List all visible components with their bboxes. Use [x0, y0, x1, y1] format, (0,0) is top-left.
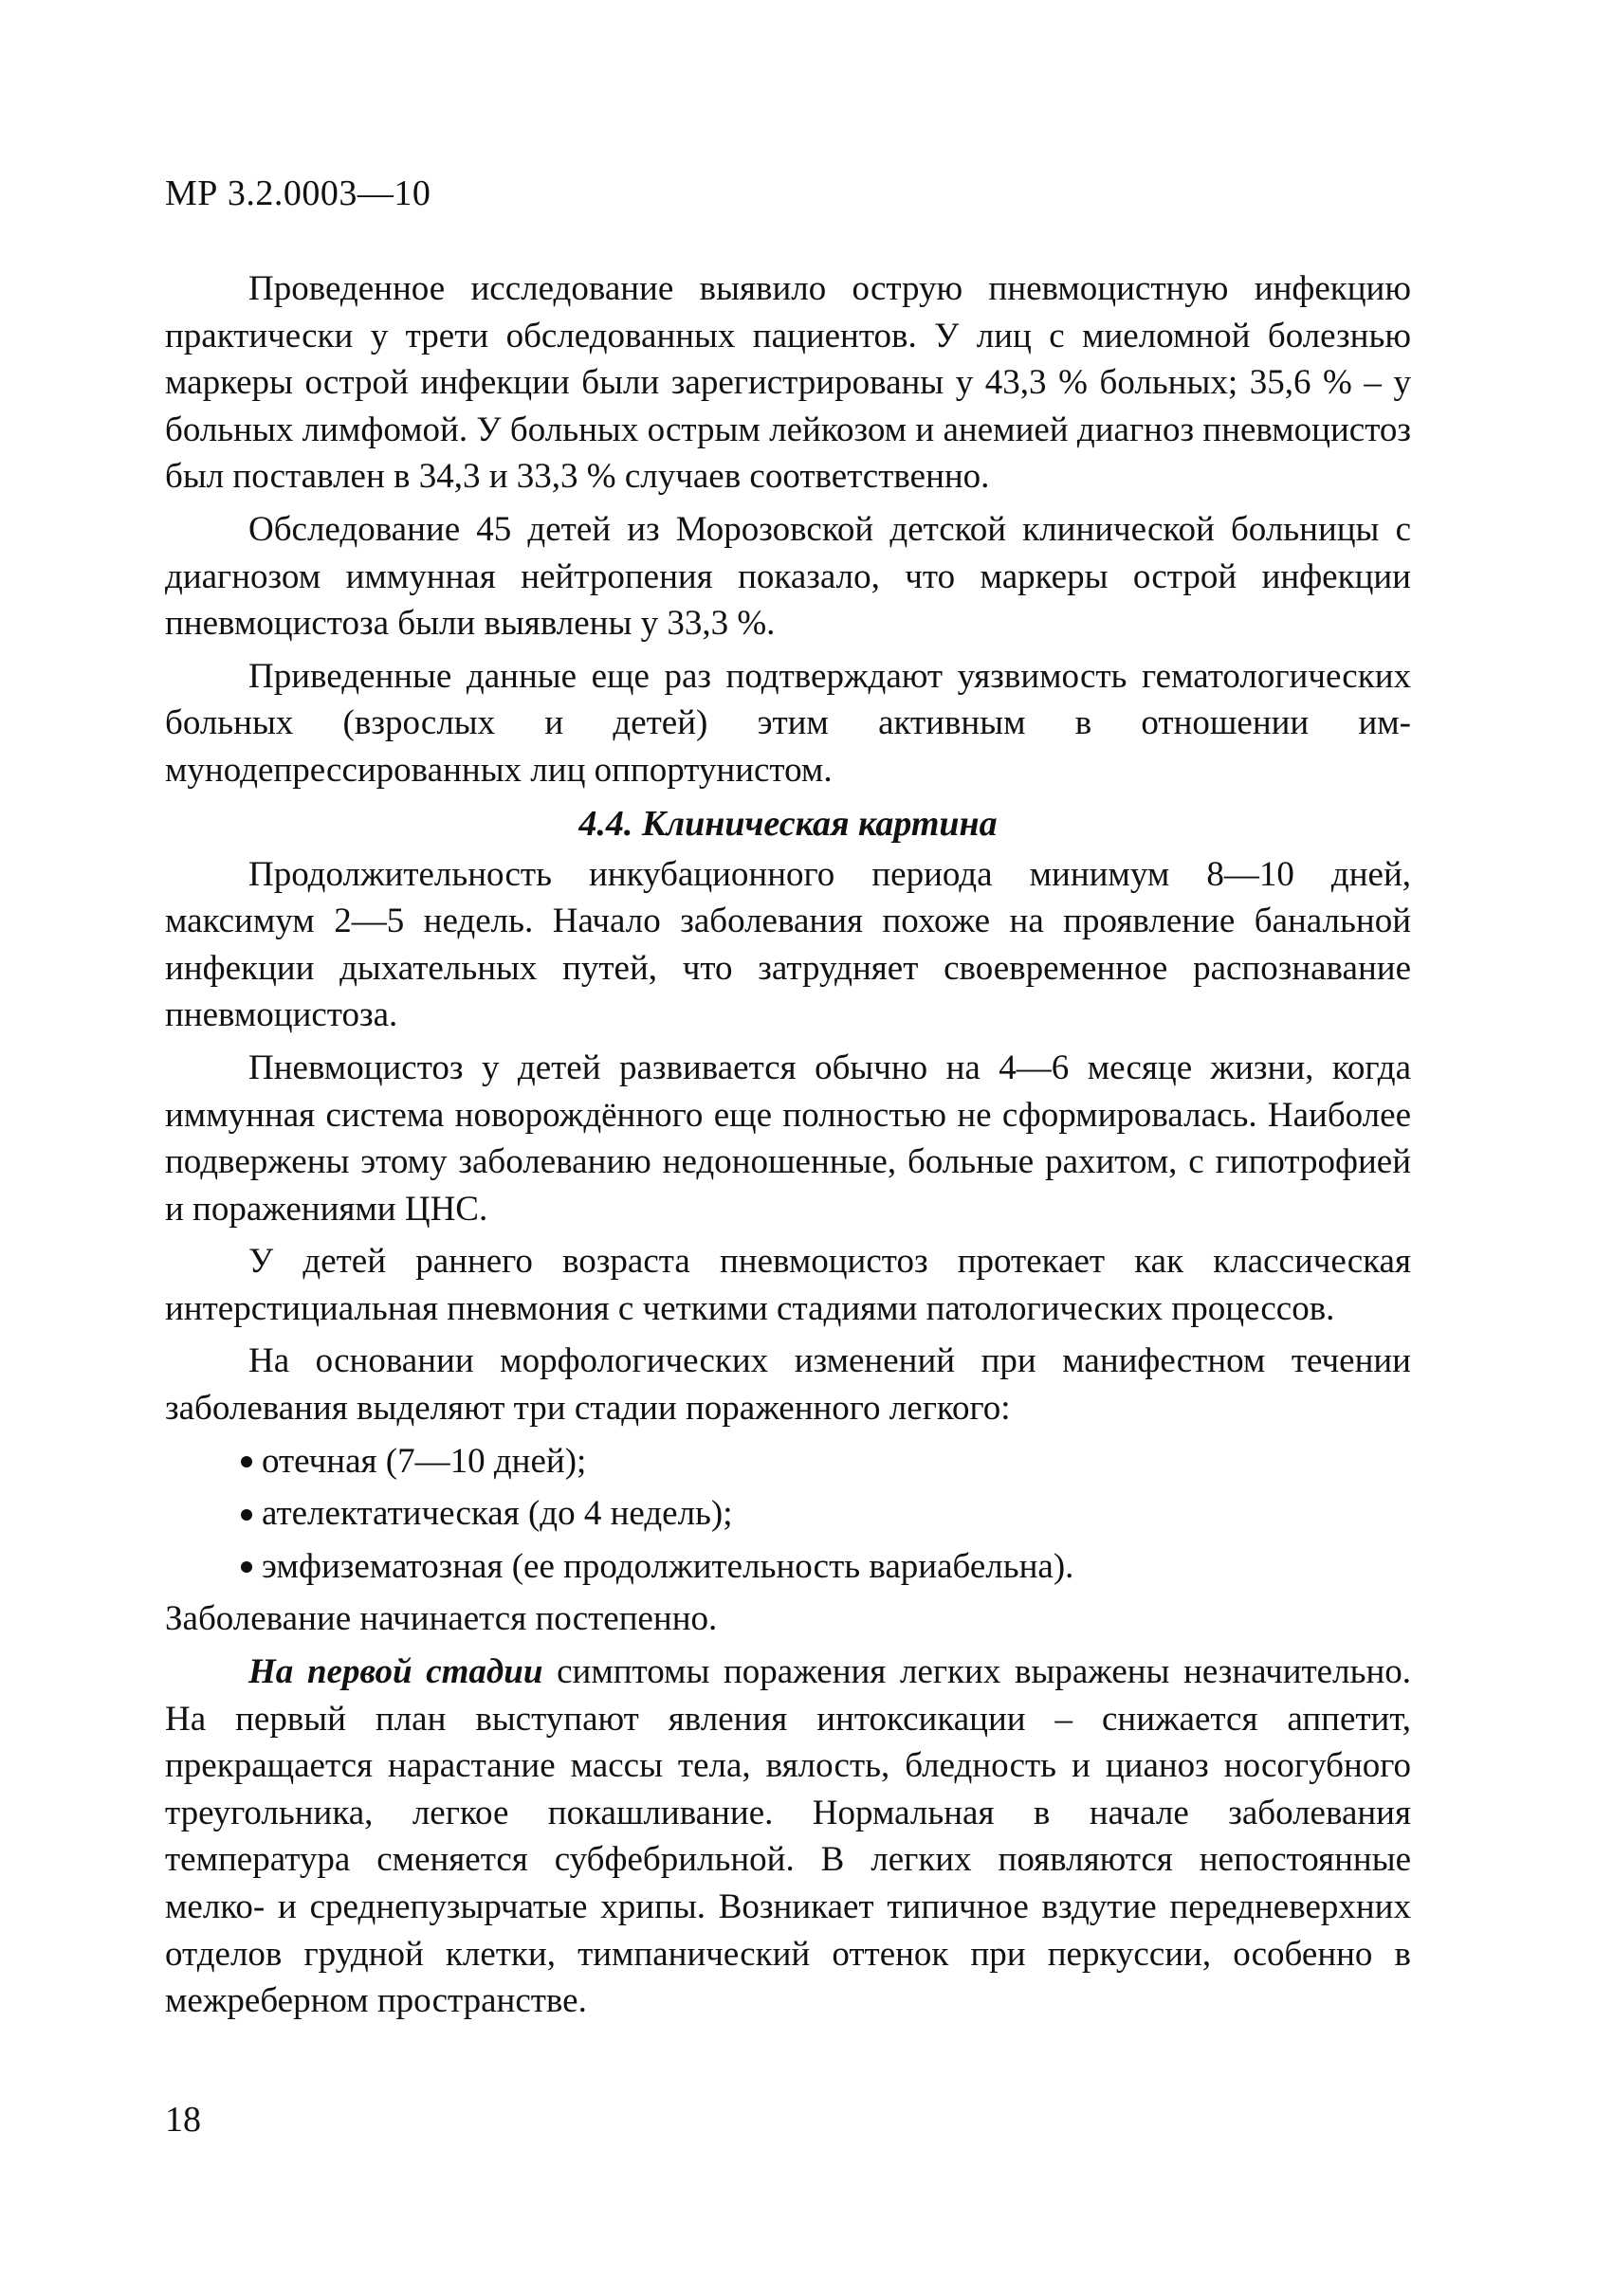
paragraph-incubation-period: Продолжительность инкубационного периода минимум 8—10 дней, максимум 2—5 недель. Начало заболевания похоже на проявление банальной инфекции дыхательных путей, что затрудняет своевременное распознавание пневмоцистоза.	[165, 854, 1411, 1035]
paragraph-vulnerability: Приведенные данные еще раз подтверждают уязвимость гематологических больных (взрослых и детей) этим активным в отношении иммунодепрессированных лиц оппортунистом.	[165, 656, 1411, 790]
list-item	[241, 1490, 1411, 1538]
first-stage-lead: На первой стадии	[248, 1652, 543, 1692]
first-stage-text: симптомы поражения легких выражены незначительно. На первый план выступают явления интоксикации – снижается аппетит, прекращается нарастание массы тела, вялость, бледность и цианоз носогубного треугольника, легкое покашливание. Нормальная в начале заболевания температура сменяется субфебрильной. В легких появляются непостоянные мелко- и среднепузырчатые хрипы. Возникает типичное вздутие передневерхних отделов грудной клетки, тимпанический оттенок при перкуссии, особенно в межреберном пространстве.	[165, 1652, 1411, 2021]
paragraph-first-stage	[165, 1649, 1411, 2025]
bullet-icon	[241, 1509, 252, 1521]
list-item-text: ателектатическая (до 4 недель);	[262, 1494, 733, 1534]
list-item-text: отечная (7—10 дней);	[262, 1441, 587, 1481]
page-header-doc-code: МР 3.2.0003—10	[165, 173, 431, 213]
section-heading-clinical-picture: 4.4. Клиническая картина	[578, 803, 998, 844]
paragraph-children-survey: Обследование 45 детей из Морозовской детской клинической больницы с диагнозом иммунная нейтропения показало, что маркеры острой инфекции пневмоцистоза были выявлены у 33,3 %.	[165, 509, 1411, 644]
paragraph-early-age-course: У детей раннего возраста пневмоцистоз протекает как классическая интерстициальная пневмония с четкими стадиями патологических процессов.	[165, 1242, 1411, 1328]
paragraph-gradual-onset: Заболевание начинается постепенно.	[165, 1599, 718, 1639]
bullet-icon	[241, 1456, 252, 1467]
page-number: 18	[165, 2100, 201, 2140]
list-item-text: эмфизематозная (ее продолжительность вариабельна).	[262, 1546, 1074, 1586]
paragraph-stages-intro: На основании морфологических изменений при манифестном течении заболевания выделяют три стадии пораженного легкого:	[165, 1341, 1411, 1429]
paragraph-study-results: Проведенное исследование выявило острую пневмоцистную инфекцию практически у трети обследованных пациентов. У лиц с миеломной болезнью маркеры острой инфекции были зарегистрированы у 43,3 % больных; 35,6 % – у больных лимфомой. У больных острым лейкозом и анемией диагноз пневмоцистоз был поставлен в 34,3 и 33,3 % случаев соответственно.	[165, 269, 1411, 497]
stages-list	[165, 1438, 1411, 1591]
list-item	[241, 1438, 1411, 1485]
list-item	[241, 1543, 1411, 1591]
bullet-icon	[241, 1561, 252, 1573]
paragraph-children-development: Пневмоцистоз у детей развивается обычно на 4—6 месяце жизни, когда иммунная система новорождённого еще полностью не сформировалась. Наиболее подвержены этому заболеванию недоношенные, больные рахитом, с гипотрофией и поражениями ЦНС.	[165, 1048, 1411, 1229]
page-body	[165, 265, 1411, 2031]
